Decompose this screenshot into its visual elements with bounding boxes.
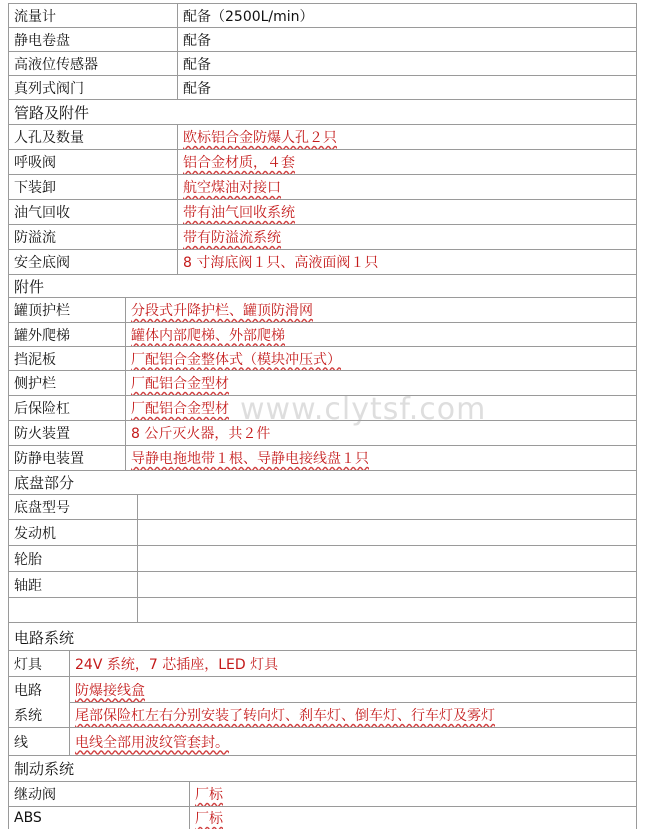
row-label: 系统 — [8, 702, 70, 727]
table-row — [8, 249, 637, 274]
row-label: 真列式阀门 — [8, 76, 178, 99]
section-header-pipes — [8, 99, 637, 124]
table-row — [8, 445, 637, 470]
table-row — [8, 806, 637, 829]
table-row — [8, 597, 637, 622]
row-value — [138, 520, 637, 545]
row-value: 电线全部用波纹管套封。 — [70, 728, 637, 755]
section-title: 附件 — [8, 275, 637, 297]
section-title: 管路及附件 — [8, 100, 637, 124]
section-header-chassis — [8, 470, 637, 494]
table-row — [8, 650, 637, 676]
table-row — [8, 346, 637, 370]
table-row — [8, 676, 637, 702]
row-value: 24V 系统，7 芯插座，LED 灯具 — [70, 651, 637, 676]
row-value: 配备 — [178, 76, 637, 99]
section-title: 底盘部分 — [8, 471, 637, 494]
row-value — [138, 546, 637, 571]
table-row — [8, 494, 637, 519]
row-label: 流量计 — [8, 4, 178, 27]
row-label: 线 — [8, 728, 70, 755]
row-value: 分段式升降护栏、罐顶防滑网 — [126, 298, 637, 322]
row-value: 配备 — [178, 52, 637, 75]
row-value: 导静电拖地带１根、导静电接线盘１只 — [126, 446, 637, 470]
row-label: 人孔及数量 — [8, 125, 178, 149]
row-label: 下装卸 — [8, 175, 178, 199]
row-value: 厂标 — [190, 807, 637, 829]
table-row — [8, 174, 637, 199]
row-value: 铝合金材质，４套 — [178, 150, 637, 174]
row-value: 航空煤油对接口 — [178, 175, 637, 199]
table-row — [8, 75, 637, 99]
row-label: 防火装置 — [8, 421, 126, 445]
row-label: 挡泥板 — [8, 347, 126, 370]
row-value: 配备 — [178, 28, 637, 51]
row-value: 带有防溢流系统 — [178, 225, 637, 249]
table-row — [8, 702, 637, 727]
table-row — [8, 224, 637, 249]
section-title: 电路系统 — [8, 623, 637, 650]
table-row — [8, 322, 637, 346]
row-label: 发动机 — [8, 520, 138, 545]
row-value: 尾部保险杠左右分别安装了转向灯、刹车灯、倒车灯、行车灯及雾灯 — [70, 702, 637, 727]
table-row — [8, 297, 637, 322]
table-row — [8, 149, 637, 174]
row-label: 罐外爬梯 — [8, 323, 126, 346]
row-label: 电路 — [8, 677, 70, 702]
table-row — [8, 519, 637, 545]
row-value: 欧标铝合金防爆人孔２只 — [178, 125, 637, 149]
row-label: 静电卷盘 — [8, 28, 178, 51]
row-value — [138, 572, 637, 597]
table-row — [8, 545, 637, 571]
row-value — [138, 598, 637, 622]
section-header-brake — [8, 755, 637, 781]
table-row — [8, 3, 637, 27]
table-row — [8, 27, 637, 51]
table-row — [8, 199, 637, 224]
table-row — [8, 51, 637, 75]
row-label: ABS — [8, 807, 190, 829]
row-value: 8 公斤灭火器，共２件 — [126, 421, 637, 445]
row-value: 8 寸海底阀１只、高液面阀１只 — [178, 250, 637, 274]
row-value: 厂配铝合金型材 — [126, 371, 637, 395]
table-row — [8, 124, 637, 149]
table-row — [8, 781, 637, 806]
row-label — [8, 598, 138, 622]
row-label: 防溢流 — [8, 225, 178, 249]
row-label: 继动阀 — [8, 782, 190, 806]
row-label: 轮胎 — [8, 546, 138, 571]
table-row — [8, 571, 637, 597]
row-label: 罐顶护栏 — [8, 298, 126, 322]
row-value: 厂配铝合金整体式（模块冲压式） — [126, 347, 637, 370]
row-value: 厂标 — [190, 782, 637, 806]
row-value: 厂配铝合金型材 — [126, 396, 637, 420]
row-label: 防静电装置 — [8, 446, 126, 470]
row-label: 轴距 — [8, 572, 138, 597]
row-value: 罐体内部爬梯、外部爬梯 — [126, 323, 637, 346]
row-value: 带有油气回收系统 — [178, 200, 637, 224]
row-label: 灯具 — [8, 651, 70, 676]
row-label: 后保险杠 — [8, 396, 126, 420]
row-label: 侧护栏 — [8, 371, 126, 395]
row-value — [138, 495, 637, 519]
row-value: 配备（2500L/min） — [178, 4, 637, 27]
row-label: 呼吸阀 — [8, 150, 178, 174]
watermark: www.clytsf.com — [240, 392, 487, 427]
row-label: 高液位传感器 — [8, 52, 178, 75]
row-value: 防爆接线盒 — [70, 677, 637, 702]
row-label: 安全底阀 — [8, 250, 178, 274]
section-header-attachments — [8, 274, 637, 297]
section-title: 制动系统 — [8, 756, 637, 781]
section-header-electrical — [8, 622, 637, 650]
table-row — [8, 727, 637, 755]
row-label: 油气回收 — [8, 200, 178, 224]
row-label: 底盘型号 — [8, 495, 138, 519]
